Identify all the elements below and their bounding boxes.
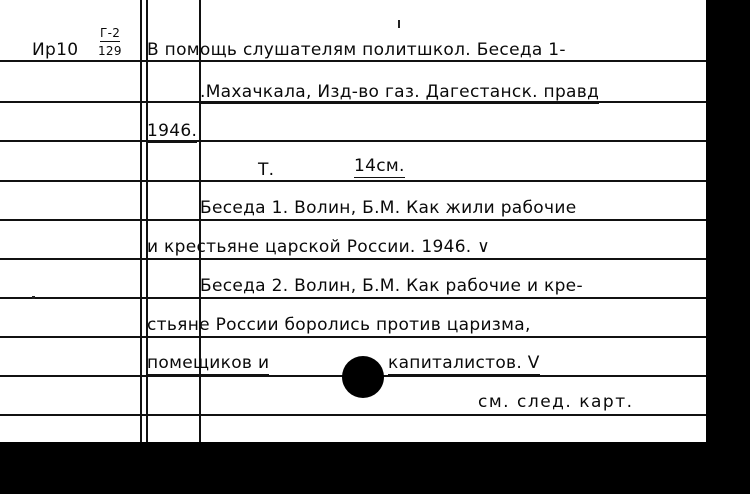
punch-hole <box>342 356 384 398</box>
ruled-line <box>0 414 706 416</box>
ruled-line <box>0 180 706 182</box>
card-line-contents-3: Беседа 2. Волин, Б.М. Как рабочие и кре- <box>200 276 583 296</box>
card-line-volume: Т. <box>258 160 275 180</box>
card-line-contents-1: Беседа 1. Волин, Б.М. Как жили рабочие <box>200 198 577 218</box>
card-line-see-next: см. след. карт. <box>478 392 634 412</box>
card-line-size: 14см. <box>354 156 405 176</box>
margin-line <box>140 0 142 442</box>
margin-line <box>146 0 148 442</box>
scan-speck <box>32 296 35 299</box>
call-number-bottom: 129 <box>98 44 122 58</box>
ruled-line <box>0 140 706 142</box>
call-number-prefix: Ир10 <box>32 40 79 60</box>
card-line-contents-2: и крестьяне царской России. 1946. ∨ <box>147 237 490 257</box>
card-line-contents-5a: помещиков и <box>147 353 270 373</box>
scan-speck <box>398 20 400 28</box>
card-line-title: В помощь слушателям политшкол. Беседа 1- <box>147 40 566 60</box>
call-number-top: Г-2 <box>100 26 121 40</box>
card-line-contents-5b: капиталистов. V <box>388 353 540 373</box>
card-line-year: 1946. <box>147 121 198 141</box>
card-line-imprint: .Махачкала, Изд-во газ. Дагестанск. правд <box>200 82 600 102</box>
card-line-contents-4: стьяне России боролись против царизма, <box>147 315 531 335</box>
margin-line <box>199 0 201 442</box>
